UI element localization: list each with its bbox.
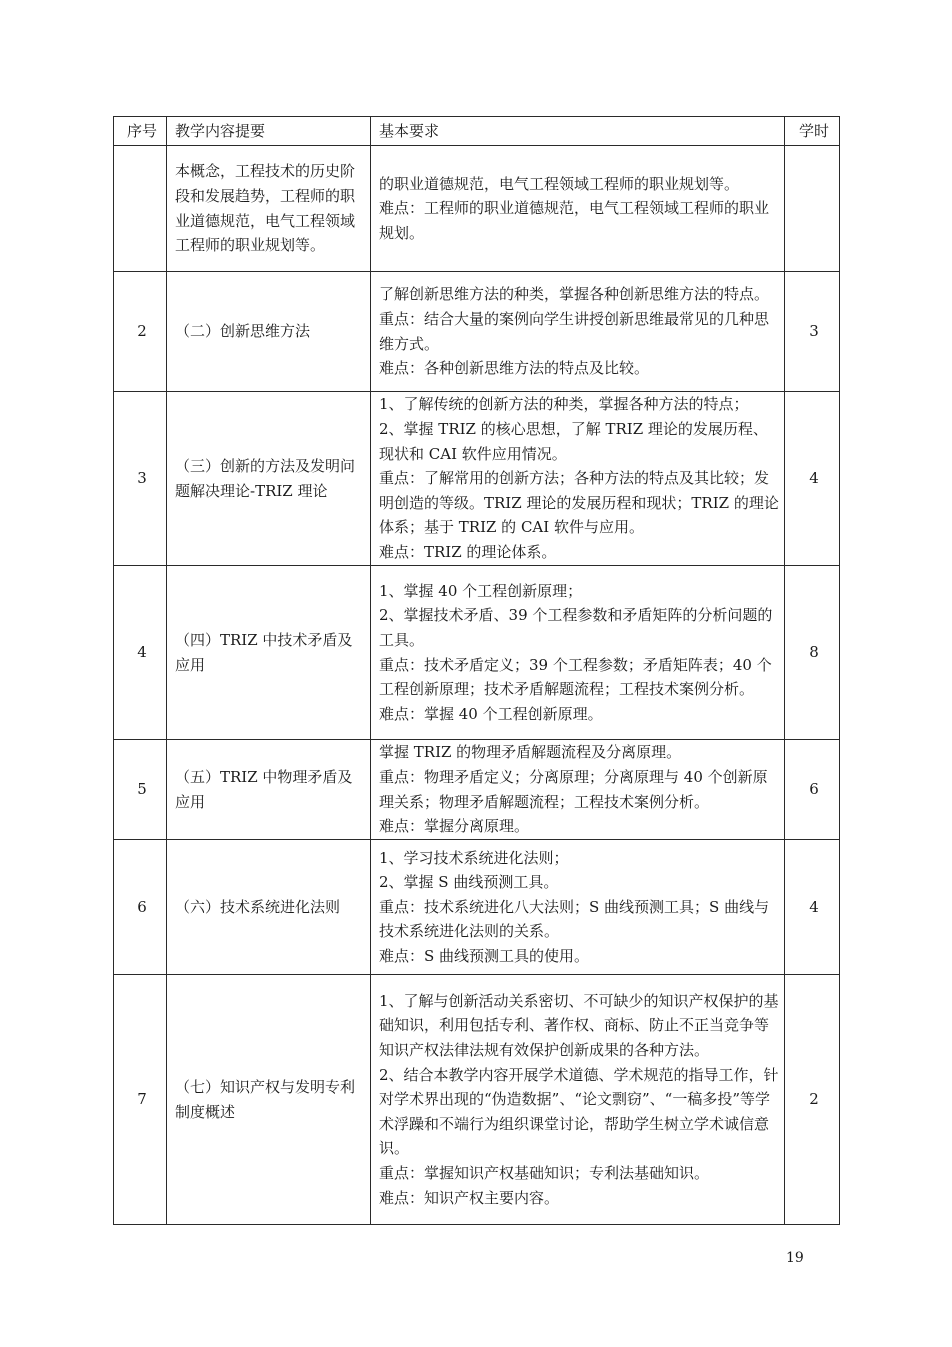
row-topic: （六）技术系统进化法则 bbox=[167, 840, 371, 975]
row-index: 7 bbox=[114, 975, 167, 1225]
row-index: 5 bbox=[114, 740, 167, 840]
header-hours: 学时 bbox=[785, 117, 840, 146]
row-index: 6 bbox=[114, 840, 167, 975]
table-row bbox=[114, 146, 840, 272]
row-requirements bbox=[371, 272, 785, 392]
row-topic: （四）TRIZ 中技术矛盾及应用 bbox=[167, 566, 371, 740]
row-topic: （七）知识产权与发明专利制度概述 bbox=[167, 975, 371, 1225]
row-hours: 4 bbox=[785, 392, 840, 566]
row-topic: （五）TRIZ 中物理矛盾及应用 bbox=[167, 740, 371, 840]
requirement-line: 重点：技术系统进化八大法则；S 曲线预测工具；S 曲线与技术系统进化法则的关系。 bbox=[379, 897, 770, 941]
header-topic: 教学内容提要 bbox=[167, 117, 371, 146]
row-hours: 4 bbox=[785, 840, 840, 975]
requirement-line: 1、了解与创新活动关系密切、不可缺少的知识产权保护的基础知识，利用包括专利、著作权、商标、防止不正当竞争等知识产权法律法规有效保护创新成果的各种方法。 bbox=[379, 991, 779, 1060]
requirement-line: 1、了解传统的创新方法的种类，掌握各种方法的特点； bbox=[379, 395, 749, 414]
table-header-row bbox=[114, 117, 840, 146]
requirement-line: 难点：TRIZ 的理论体系。 bbox=[379, 542, 557, 561]
row-requirements bbox=[371, 840, 785, 975]
requirement-line: 难点：掌握分离原理。 bbox=[379, 817, 530, 836]
row-requirements bbox=[371, 566, 785, 740]
row-hours: 3 bbox=[785, 272, 840, 392]
requirement-line: 难点：掌握 40 个工程创新原理。 bbox=[379, 704, 603, 723]
requirement-line: 了解创新思维方法的种类，掌握各种创新思维方法的特点。 bbox=[379, 285, 770, 304]
row-requirements bbox=[371, 146, 785, 272]
course-content-table bbox=[113, 116, 840, 1225]
requirement-line: 2、掌握 S 曲线预测工具。 bbox=[379, 873, 559, 892]
row-hours: 6 bbox=[785, 740, 840, 840]
page-number: 19 bbox=[786, 1250, 804, 1266]
row-index: 2 bbox=[114, 272, 167, 392]
requirement-line: 的职业道德规范，电气工程领域工程师的职业规划等。 bbox=[379, 174, 740, 193]
row-hours: 8 bbox=[785, 566, 840, 740]
requirement-line: 难点：各种创新思维方法的特点及比较。 bbox=[379, 359, 650, 378]
table-row bbox=[114, 740, 840, 840]
row-requirements bbox=[371, 740, 785, 840]
row-topic: （三）创新的方法及发明问题解决理论-TRIZ 理论 bbox=[167, 392, 371, 566]
requirement-line: 1、学习技术系统进化法则； bbox=[379, 848, 569, 867]
table-row bbox=[114, 840, 840, 975]
table-row bbox=[114, 566, 840, 740]
requirement-line: 2、结合本教学内容开展学术道德、学术规范的指导工作，针对学术界出现的“伪造数据”、“论文剽窃”、“一稿多投”等学术浮躁和不端行为组织课堂讨论，帮助学生树立学术诚信意识。 bbox=[379, 1065, 779, 1158]
requirement-line: 难点：知识产权主要内容。 bbox=[379, 1188, 560, 1207]
row-index: 4 bbox=[114, 566, 167, 740]
requirement-line: 重点：结合大量的案例向学生讲授创新思维最常见的几种思维方式。 bbox=[379, 309, 770, 353]
table-row bbox=[114, 975, 840, 1225]
row-topic: 本概念，工程技术的历史阶段和发展趋势，工程师的职业道德规范，电气工程领域工程师的职业规划等。 bbox=[167, 146, 371, 272]
header-index: 序号 bbox=[114, 117, 167, 146]
requirement-line: 重点：技术矛盾定义；39 个工程参数；矛盾矩阵表；40 个工程创新原理；技术矛盾解题流程；工程技术案例分析。 bbox=[379, 655, 772, 699]
requirement-line: 2、掌握 TRIZ 的核心思想，了解 TRIZ 理论的发展历程、现状和 CAI 软件应用情况。 bbox=[379, 420, 768, 463]
row-hours: 2 bbox=[785, 975, 840, 1225]
header-requirements: 基本要求 bbox=[371, 117, 785, 146]
requirement-line: 重点：掌握知识产权基础知识；专利法基础知识。 bbox=[379, 1163, 710, 1182]
row-topic: （二）创新思维方法 bbox=[167, 272, 371, 392]
row-requirements bbox=[371, 975, 785, 1225]
row-index: 3 bbox=[114, 392, 167, 566]
table-row bbox=[114, 392, 840, 566]
row-requirements bbox=[371, 392, 785, 566]
requirement-line: 重点：物理矛盾定义；分离原理；分离原理与 40 个创新原理关系；物理矛盾解题流程；工程技术案例分析。 bbox=[379, 767, 768, 811]
table-row bbox=[114, 272, 840, 392]
row-index bbox=[114, 146, 167, 272]
requirement-line: 1、掌握 40 个工程创新原理； bbox=[379, 581, 583, 600]
requirement-line: 难点：工程师的职业道德规范，电气工程领域工程师的职业规划。 bbox=[379, 199, 770, 242]
row-hours bbox=[785, 146, 840, 272]
requirement-line: 重点：了解常用的创新方法；各种方法的特点及其比较；发明创造的等级。TRIZ 理论的发展历程和现状；TRIZ 的理论体系；基于 TRIZ 的 CAI 软件与应用。 bbox=[379, 469, 779, 537]
requirement-line: 难点：S 曲线预测工具的使用。 bbox=[379, 946, 590, 965]
requirement-line: 2、掌握技术矛盾、39 个工程参数和矛盾矩阵的分析问题的工具。 bbox=[379, 606, 773, 649]
requirement-line: 掌握 TRIZ 的物理矛盾解题流程及分离原理。 bbox=[379, 743, 682, 762]
